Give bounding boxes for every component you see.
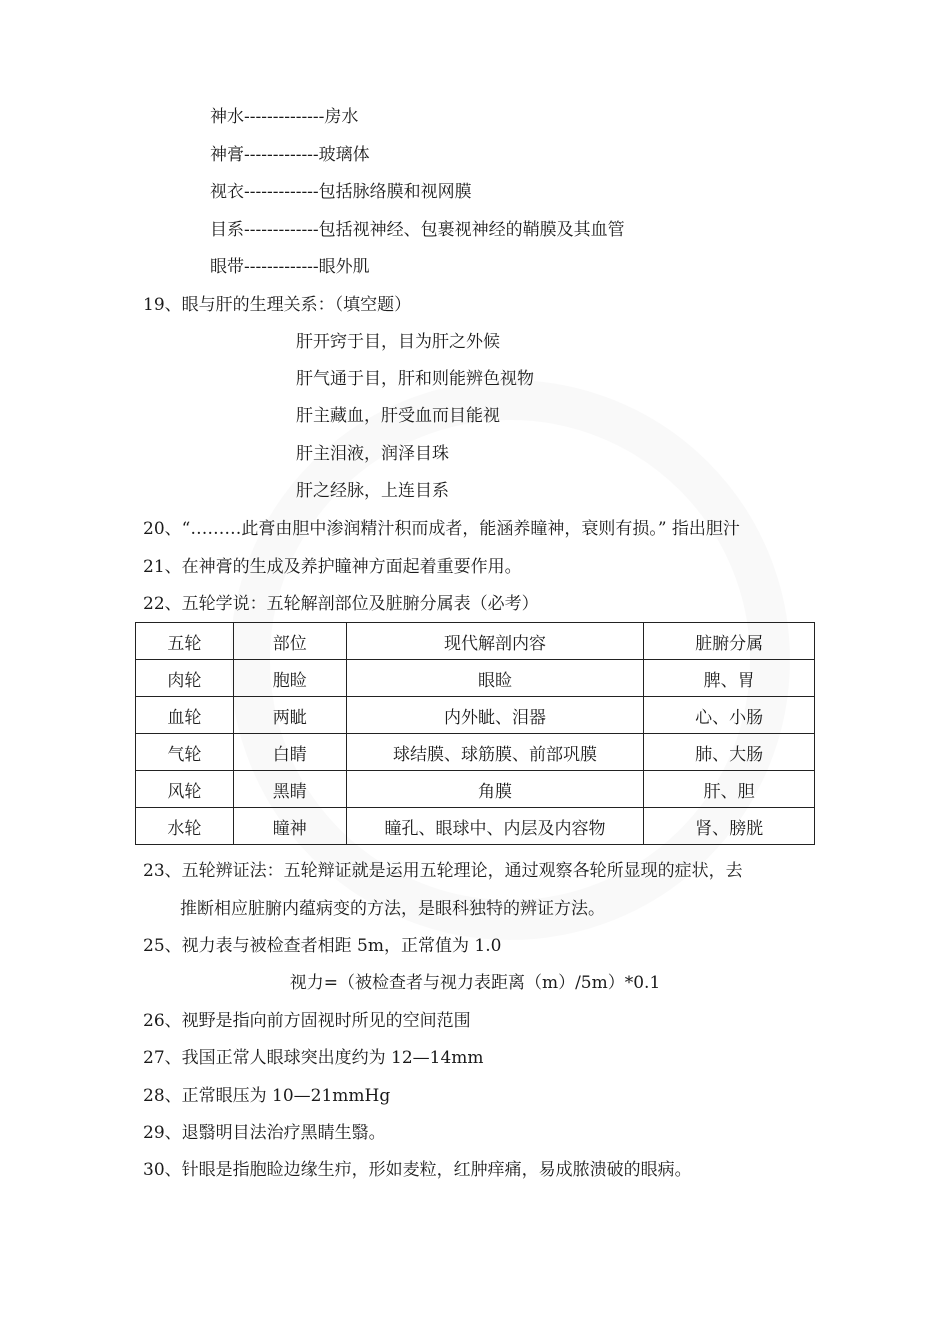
header-cell: 部位 (233, 623, 346, 660)
table-cell: 肝、胆 (644, 771, 815, 808)
question-29: 29、退翳明目法治疗黑睛生翳。 (143, 1123, 386, 1143)
table-cell: 眼睑 (346, 660, 644, 697)
question-27: 27、我国正常人眼球突出度约为 12—14mm (143, 1048, 484, 1068)
table-cell: 瞳神 (233, 808, 346, 845)
table-cell: 脾、胃 (644, 660, 815, 697)
table-cell: 内外眦、泪器 (346, 697, 644, 734)
question-23: 23、五轮辨证法：五轮辩证就是运用五轮理论，通过观察各轮所显现的症状，去 (143, 861, 743, 881)
question-19: 19、眼与肝的生理关系：（填空题） (143, 295, 412, 315)
table-cell: 角膜 (346, 771, 644, 808)
question-23-cont: 推断相应脏腑内蕴病变的方法，是眼科独特的辨证方法。 (180, 899, 605, 919)
q19-item: 肝之经脉，上连目系 (296, 481, 449, 501)
term-line: 神水--------------房水 (210, 107, 359, 127)
table-row (136, 808, 815, 845)
term-line: 目系-------------包括视神经、包裹视神经的鞘膜及其血管 (210, 220, 625, 240)
table-row (136, 697, 815, 734)
q19-item: 肝开窍于目，目为肝之外候 (296, 332, 500, 352)
table-cell: 白睛 (233, 734, 346, 771)
table-cell: 瞳孔、眼球中、内层及内容物 (346, 808, 644, 845)
table-cell: 两眦 (233, 697, 346, 734)
question-22: 22、五轮学说：五轮解剖部位及脏腑分属表（必考） (143, 594, 539, 614)
question-26: 26、视野是指向前方固视时所见的空间范围 (143, 1011, 471, 1031)
question-21: 21、在神膏的生成及养护瞳神方面起着重要作用。 (143, 557, 522, 577)
header-cell: 五轮 (136, 623, 234, 660)
table-cell: 球结膜、球筋膜、前部巩膜 (346, 734, 644, 771)
table-cell: 水轮 (136, 808, 234, 845)
table-header-row (136, 623, 815, 660)
table-cell: 胞睑 (233, 660, 346, 697)
question-28: 28、正常眼压为 10—21mmHg (143, 1086, 391, 1106)
table-cell: 气轮 (136, 734, 234, 771)
q19-item: 肝气通于目，肝和则能辨色视物 (296, 369, 534, 389)
table-cell: 血轮 (136, 697, 234, 734)
header-cell: 现代解剖内容 (346, 623, 644, 660)
vision-formula: 视力=（被检查者与视力表距离（m）/5m）*0.1 (289, 973, 661, 993)
table-cell: 肉轮 (136, 660, 234, 697)
table-cell: 肺、大肠 (644, 734, 815, 771)
five-wheels-table (135, 622, 815, 845)
table-cell: 肾、膀胱 (644, 808, 815, 845)
table-row (136, 771, 815, 808)
term-line: 视衣-------------包括脉络膜和视网膜 (210, 182, 472, 202)
table-row (136, 660, 815, 697)
term-line: 神膏-------------玻璃体 (210, 145, 370, 165)
table-cell: 风轮 (136, 771, 234, 808)
question-20: 20、“………此膏由胆中渗润精汁积而成者，能涵养瞳神，衰则有损。” 指出胆汁 (143, 519, 740, 539)
table-cell: 黑睛 (233, 771, 346, 808)
question-25: 25、视力表与被检查者相距 5m，正常值为 1.0 (143, 936, 502, 956)
q19-item: 肝主藏血，肝受血而目能视 (296, 406, 500, 426)
table-row (136, 734, 815, 771)
question-30: 30、针眼是指胞睑边缘生疖，形如麦粒，红肿痒痛，易成脓溃破的眼病。 (143, 1160, 692, 1180)
q19-item: 肝主泪液，润泽目珠 (296, 444, 449, 464)
term-line: 眼带-------------眼外肌 (210, 257, 370, 277)
header-cell: 脏腑分属 (644, 623, 815, 660)
table-cell: 心、小肠 (644, 697, 815, 734)
